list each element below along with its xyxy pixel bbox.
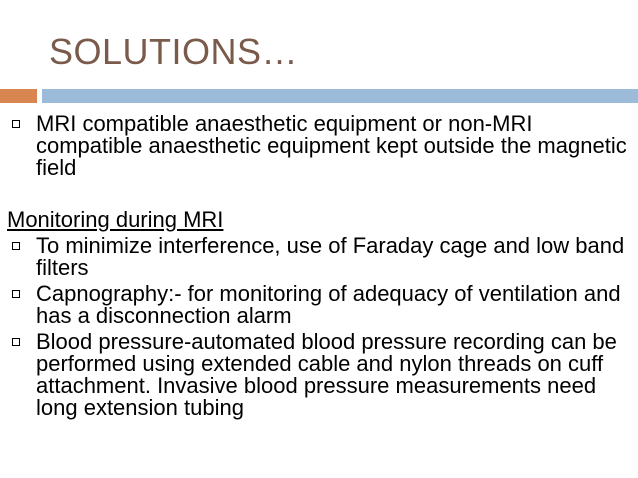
hollow-square-icon — [12, 290, 20, 298]
hollow-square-icon — [12, 338, 20, 346]
hollow-square-icon — [12, 120, 20, 128]
hollow-square-icon — [12, 242, 20, 250]
title-divider-accent — [0, 89, 37, 103]
bullet-text: MRI compatible anaesthetic equipment or non-MRI compatible anaesthetic equipment kept outside the magnetic field — [36, 111, 627, 180]
slide-content — [0, 113, 638, 419]
bullet-item — [6, 283, 638, 327]
title-divider-bar — [42, 89, 638, 103]
bullet-item — [6, 331, 638, 419]
bullet-text: Capnography:- for monitoring of adequacy of ventilation and has a disconnection alarm — [36, 281, 621, 328]
slide-title: SOLUTIONS… — [49, 31, 299, 72]
bullet-item — [6, 113, 638, 179]
section-subheading: Monitoring during MRI — [7, 207, 224, 232]
bullet-item — [6, 235, 638, 279]
bullet-text: Blood pressure-automated blood pressure recording can be performed using extended cable and nylon threads on cuff attachment. Invasive blood pressure measurements need long extension tubing — [36, 329, 617, 420]
bullet-text: To minimize interference, use of Faraday cage and low band filters — [36, 233, 625, 280]
